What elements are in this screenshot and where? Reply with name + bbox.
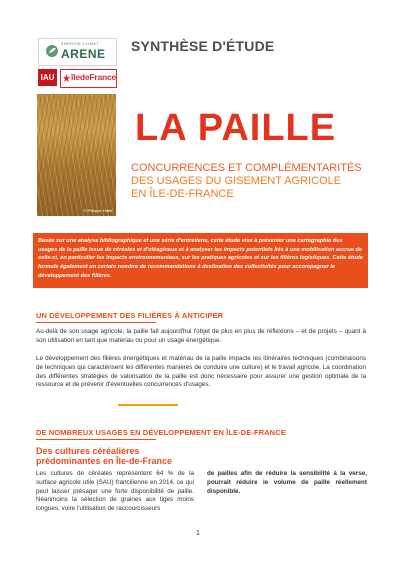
heading-rule (36, 439, 156, 440)
intro-box (33, 233, 368, 288)
iledefrance-logo (60, 69, 117, 88)
page-title: LA PAILLE (135, 107, 337, 149)
text-column-right (207, 470, 367, 496)
subtitle-line: EN ÎLE-DE-FRANCE (131, 188, 234, 200)
heading-rule (36, 322, 156, 323)
arene-tagline: ÉNERGIE CLIMAT (61, 41, 99, 46)
subtitle (131, 162, 362, 201)
document-type: SYNTHÈSE D'ÉTUDE (131, 38, 275, 54)
subsection-heading-line: prédominantes en Île-de-France (36, 456, 173, 466)
column-text: Les cultures de céréales représentent 64 % de la surface agricole utile (SAU) francilienne en 2014, ce qui peut laisser présager une forte disponibilité de paille. Néanmoins la sélection de graines aux tiges moins longues, voire l'utilisation de raccourcisseurs (36, 470, 194, 513)
intro-text: Basée sur une analyse bibliographique et une série d'entretiens, cette étude vise à présenter une cartographie des usages de la paille issue de céréales et d'oléagineux et à analyser les impacts potentiels liés à une mobilisation accrue de celle-ci, en particulier les impacts environnementaux, sur les pratiques agricoles et sur les filières logistiques. Cette étude formule également un certain nombre de recommandations à destination des collectivités pour accompagner le développement des filières. (38, 238, 363, 279)
paragraph: Au-delà de son usage agricole, la paille fait aujourd'hui l'objet de plus en plus de réflexions – et de projets – quant à son utilisation en tant que matériau ou pour un usage énergétique. (36, 328, 366, 344)
column-text: de pailles afin de réduire la sensibilité à la verse, pourrait réduire le volume de paille réellement disponible. (207, 470, 367, 495)
section-heading: UN DÉVELOPPEMENT DES FILIÈRES À ANTICIPER (36, 311, 224, 320)
arene-logo (38, 38, 117, 66)
text-column-left (36, 470, 194, 514)
subsection-heading (36, 446, 172, 466)
iau-logo: IAU (38, 69, 57, 86)
subtitle-line: DES USAGES DU GISEMENT AGRICOLE (131, 175, 342, 187)
subsection-heading-line: Des cultures céréalières (36, 446, 140, 456)
arene-leaf-icon (45, 44, 59, 58)
iledefrance-label: îledeFrance (71, 72, 117, 82)
iledefrance-star-icon (63, 74, 70, 82)
paragraph: Le développement des filières énergétiques et matériau de la paille impacte les itinéraires techniques (combinaisons de techniques qui caractérisent les différentes manières de conduire une culture) et le travail agricole. La coordination des différentes stratégies de valorisation de la paille est donc nécessaire pour assurer une gestion optimale de la ressource et de prévenir d'éventuelles concurrences d'usages. (36, 355, 366, 389)
arene-name: ARENE (61, 47, 106, 61)
wheat-field-photo (37, 94, 116, 216)
section-heading: DE NOMBREUX USAGES EN DÉVELOPPEMENT EN ÎLE-DE-FRANCE (36, 428, 286, 437)
page-number: 1 (196, 530, 200, 537)
subtitle-line: CONCURRENCES ET COMPLÉMENTARITÉS (131, 162, 362, 174)
photo-credit: © Philippe Hallé (83, 208, 112, 213)
section-divider (118, 404, 178, 406)
